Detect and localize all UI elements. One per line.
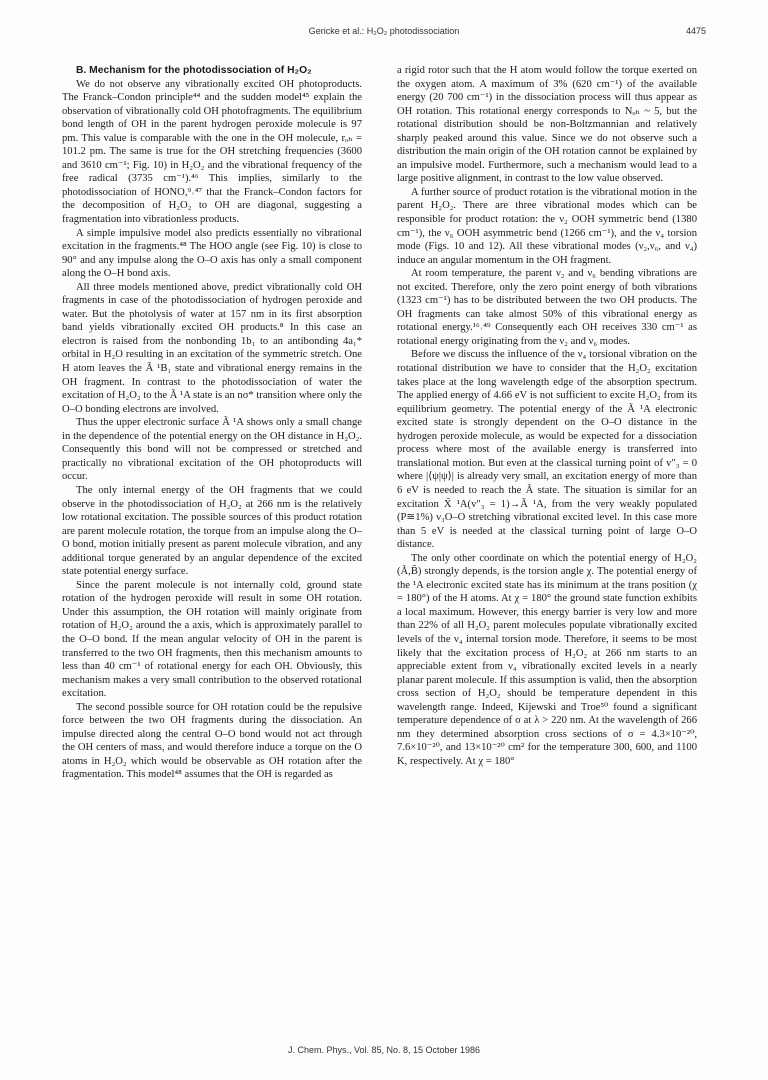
paragraph: A further source of product rotation is the vibrational motion in the parent H₂O₂. There are three vibrational modes which can be responsible for product rotation: the ν₂ OOH symmetric bend (1380 cm⁻¹), the ν₆ OOH asymmetric bend (1266 cm⁻¹), and the ν₄ torsion mode (Figs. 10 and 12). All these vibrational modes (ν₂,ν₆, and ν₄) induce an angular momentum in the OH fragment. — [397, 186, 697, 266]
paragraph: The second possible source for OH rotation could be the repulsive force between the two OH fragments during the dissociation. An impulse directed along the central O–O bond would not act through the OH centers of mass, and would therefore induce a torque on the O atoms in H₂O₂ which would be observable as OH rotation after the fragmentation. This model⁴⁸ assumes that the OH is regarded as — [62, 701, 362, 781]
paragraph: Thus the upper electronic surface Ã ¹A shows only a small change in the dependence of the potential energy on the OH distance in H₂O₂. Consequently this bond will not be compressed or stretched and practically no vibrational excitation of the OH photoproducts will occur. — [62, 417, 362, 483]
paragraph: We do not observe any vibrationally excited OH photoproducts. The Franck–Condon principle⁴⁴ and the sudden model⁴⁵ explain the observation of vibrationally cold OH photofragments. The equilibrium bond length of OH in the parent hydrogen peroxide molecule is 97 pm. This value is comparable with the one in the OH molecule, rₒₕ = 101.2 pm. The same is true for the OH stretching frequencies (3600 and 3610 cm⁻¹; Fig. 10) in H₂O₂ and the vibrational frequency of the free radical (3735 cm⁻¹).⁴⁶ This implies, similarly to the photodissociation of HONO,⁹˒⁴⁷ that the Franck–Condon factors for the decomposition of H₂O₂ to OH are diagonal, suggesting a fragmentation into vibrationless products. — [62, 78, 362, 226]
paragraph: At room temperature, the parent ν₂ and ν₆ bending vibrations are not excited. Therefore, only the zero point energy of both vibrations (1323 cm⁻¹) has to be distributed between the two OH products. The OH fragments can take almost 50% of this vibrational energy as rotational energy.¹⁶˒⁴⁹ Consequently each OH receives 330 cm⁻¹ as rotational energy originating from the ν₂ and ν₆ modes. — [397, 268, 697, 347]
paragraph: Before we discuss the influence of the ν₄ torsional vibration on the rotational distribution we have to consider that the H₂O₂ excitation takes place at the long wavelength edge of the absorption spectrum. The applied energy of 4.66 eV is not sufficient to excite H₂O₂ from its equilibrium geometry. The potential energy of the Ã ¹A electronic excited state is strongly dependent on the O–O distance in the hydrogen peroxide molecule, as would be expected for a dissociation process where most of the available energy is transferred into translational motion. But even at the classical turning point of v″₃ = 0 where |⟨ψ|ψ⟩| is already very small, an excitation energy of more than 6 eV is needed to reach the Ã state. The situation is similar for an excitation X̃ ¹A(v″₃ = 1)→Ã ¹A, from the very weakly populated (P≅1%) ν₃O–O stretching vibrational excited level. In this case more than 5 eV is needed at the classical turning point of large O–O distance. — [397, 349, 697, 551]
paragraph: a rigid rotor such that the H atom would follow the torque exerted on the oxygen atom. A maximum of 3% (620 cm⁻¹) of the available energy (20 700 cm⁻¹) in the dissociation process will thus appear as OH rotation. This rotational energy corresponds to Nₒₕ ~ 5, but the rotational distribution should be non-Boltzmannian and relatively sharply peaked around this value. Since we do not observe such a distribution the main origin of the OH rotation cannot be explained by an impulsive model. Furthermore, such a mechanism would lead to a large positive alignment, in contrast to the low value observed. — [397, 65, 697, 185]
paragraph: The only other coordinate on which the potential energy of H₂O₂ (Ã,B̃) strongly depends, is the torsion angle χ. The potential energy of the ¹A electronic excited state has its minimum at the trans position (χ = 180°) of the H atoms. At χ = 180° the ground state function exhibits a local maximum. However, this energy barrier is very low and more than 22% of all H₂O₂ parent molecules populate vibrationally excited levels of the ν₄ internal torsion mode. Therefore, it seems to be most likely that the excitation process of H₂O₂ at 266 nm starts to an appreciable extent from ν₄ vibrationally excited levels in a nearly planar parent molecule. If this assumption is valid, then the absorption cross section of H₂O₂ should be temperature dependent in this wavelength range. Indeed, Kijewski and Troe⁵⁰ found a significant temperature dependence of σ at λ > 220 nm. At the wavelength of 266 nm they determined absorption cross sections of σ = 4.3×10⁻²⁰, 7.6×10⁻²⁰, and 13×10⁻²⁰ cm² for the temperature 300, 600, and 1100 K, respectively. At χ = 180° — [397, 552, 697, 767]
left-column — [62, 64, 362, 782]
section-heading: B. Mechanism for the photodissociation of H₂O₂ — [76, 65, 312, 76]
page-number: 4475 — [685, 26, 706, 36]
right-column — [397, 64, 697, 768]
journal-footer: J. Chem. Phys., Vol. 85, No. 8, 15 October 1986 — [287, 1045, 481, 1055]
paragraph: All three models mentioned above, predict vibrationally cold OH fragments in case of the photodissociation of hydrogen peroxide and water. But the photolysis of water at 157 nm in its first absorption band yields vibrationally excited OH products.⁸ In this case an electron is raised from the nonbonding 1b₁ to an antibonding 4a₁* orbital in H₂O resulting in an excitation of the symmetric stretch. One H atom leaves the Ã ¹B₁ state and vibrational energy remains in the OH fragment. In contrast to the photodissociation of water the excitation of H₂O₂ to the Ã ¹A state is an nσ* transition where only the O–O bonding electrons are involved. — [62, 281, 362, 415]
paragraph: The only internal energy of the OH fragments that we could observe in the photodissociation of H₂O₂ at 266 nm is the relatively low rotational excitation. The possible sources of this product rotation are parent molecule rotation, the torque from an impulse along the O–O bond, motion initially present as parent molecule vibration, and any additional torque generated by an angular dependence of the excited state potential energy surface. — [62, 484, 362, 578]
paragraph: A simple impulsive model also predicts essentially no vibrational excitation in the fragments.⁴⁸ The HOO angle (see Fig. 10) is close to 90° and any impulse along the O–O axis has only a small component along the O–H bond axis. — [62, 227, 362, 280]
paragraph: Since the parent molecule is not internally cold, ground state rotation of the hydrogen peroxide will result in some OH rotation. Under this assumption, the OH rotation will mainly originate from rotation of H₂O₂ around the a axis, which is approximately parallel to the O–O bond. If the mean angular velocity of OH in the parent is transferred to the two OH fragments, then this mechanism amounts to less than 40 cm⁻¹ of rotational energy for each OH. Obviously, this mechanism makes a very small contribution to the observed rotational excitation. — [62, 579, 362, 700]
running-title: Gericke et al.: H₂O₂ photodissociation — [308, 26, 460, 36]
running-header — [62, 26, 706, 40]
